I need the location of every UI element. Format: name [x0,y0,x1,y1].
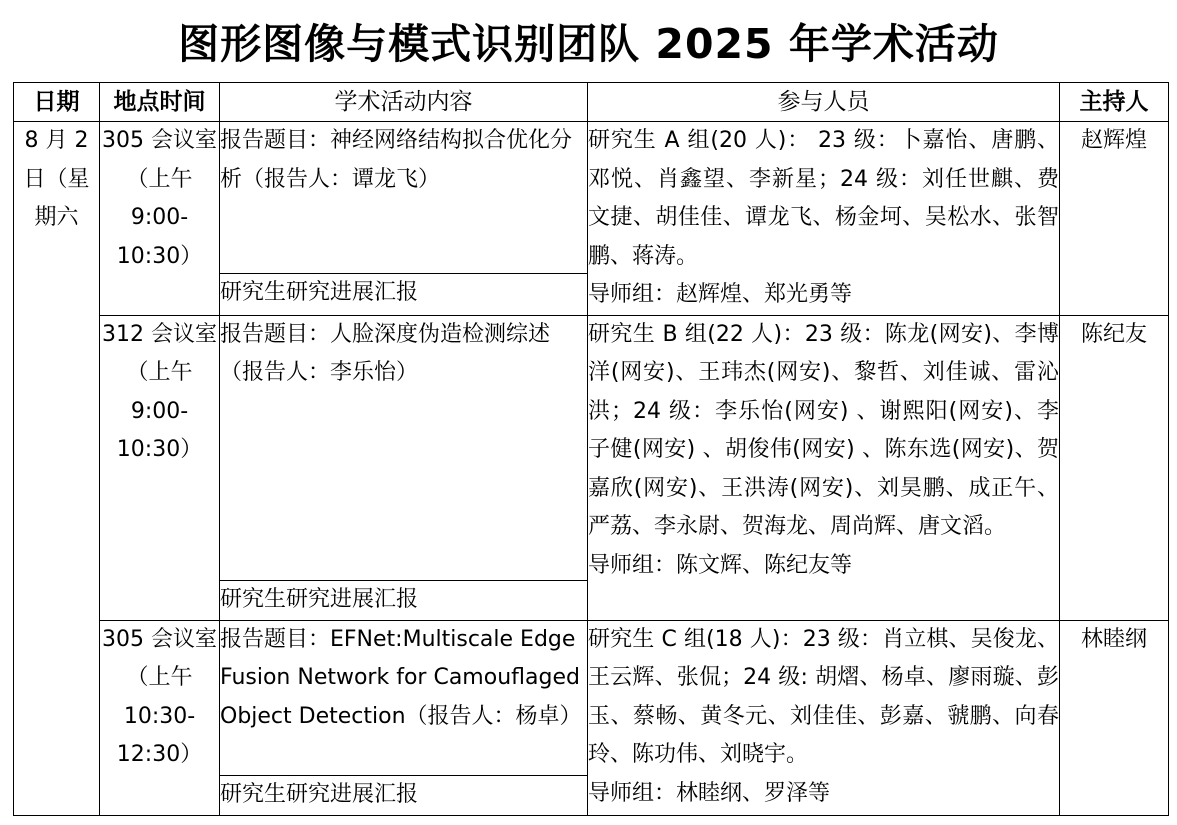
schedule-table [13,82,1169,816]
topic-cell: 报告题目：人脸深度伪造检测综述（报告人：李乐怡） [220,315,588,580]
host-cell: 赵辉煌 [1060,122,1169,316]
topic-cell: 报告题目：EFNet:Multiscale Edge Fusion Network for Camouflaged Object Detection（报告人：杨卓） [220,620,588,775]
host-cell: 陈纪友 [1060,315,1169,620]
advisors-list: 导师组：陈文辉、陈纪友等 [588,552,853,578]
participants-cell [588,122,1060,316]
host-cell: 林睦纲 [1060,620,1169,815]
progress-cell: 研究生研究进展汇报 [220,274,588,315]
students-list: 研究生 B 组(22 人)：23 级：陈龙(网安)、李博洋(网安)、王玮杰(网安)、黎哲、刘佳诚、雷沁洪；24 级：李乐怡(网安) 、谢熙阳(网安)、李子健(网安) 、胡俊伟(网安) 、陈东选(网安)、贺嘉欣(网安)、王洪涛(网安)、刘昊鹏、成正午、严荔、李永尉、贺海龙、周尚辉、唐文滔。 [588,321,1059,539]
advisors-list: 导师组：林睦纲、罗泽等 [588,780,831,806]
participants-cell [588,315,1060,620]
table-row [14,122,1169,274]
date-cell: 8 月 2 日（星期六 [14,122,100,816]
place-time-cell: 305 会议室（上午 9:00-10:30） [100,122,220,316]
students-list: 研究生 A 组(20 人)： 23 级：卜嘉怡、唐鹏、邓悦、肖鑫望、李新星；24 级：刘任世麒、费文捷、胡佳佳、谭龙飞、杨金坷、吴松水、张智鹏、蒋涛。 [588,128,1059,269]
students-list: 研究生 C 组(18 人)：23 级：肖立棋、吴俊龙、王云辉、张侃；24 级: 胡熠、杨卓、廖雨璇、彭玉、蔡畅、黄冬元、刘佳佳、彭嘉、虢鹏、向春玲、陈功伟、刘晓宇。 [588,626,1059,767]
header-participants: 参与人员 [588,83,1060,122]
progress-cell: 研究生研究进展汇报 [220,580,588,620]
table-row [14,620,1169,775]
table-row [14,315,1169,580]
header-row [14,83,1169,122]
place-time-cell: 305 会议室（上午 10:30-12:30） [100,620,220,815]
topic-cell: 报告题目：神经网络结构拟合优化分析（报告人：谭龙飞） [220,122,588,274]
progress-cell: 研究生研究进展汇报 [220,775,588,815]
header-host: 主持人 [1060,83,1169,122]
header-date: 日期 [14,83,100,122]
participants-cell [588,620,1060,815]
page-title: 图形图像与模式识别团队 2025 年学术活动 [178,20,999,68]
header-place-time: 地点时间 [100,83,220,122]
header-content: 学术活动内容 [220,83,588,122]
advisors-list: 导师组：赵辉煌、郑光勇等 [588,282,853,307]
place-time-cell: 312 会议室（上午 9:00-10:30） [100,315,220,620]
